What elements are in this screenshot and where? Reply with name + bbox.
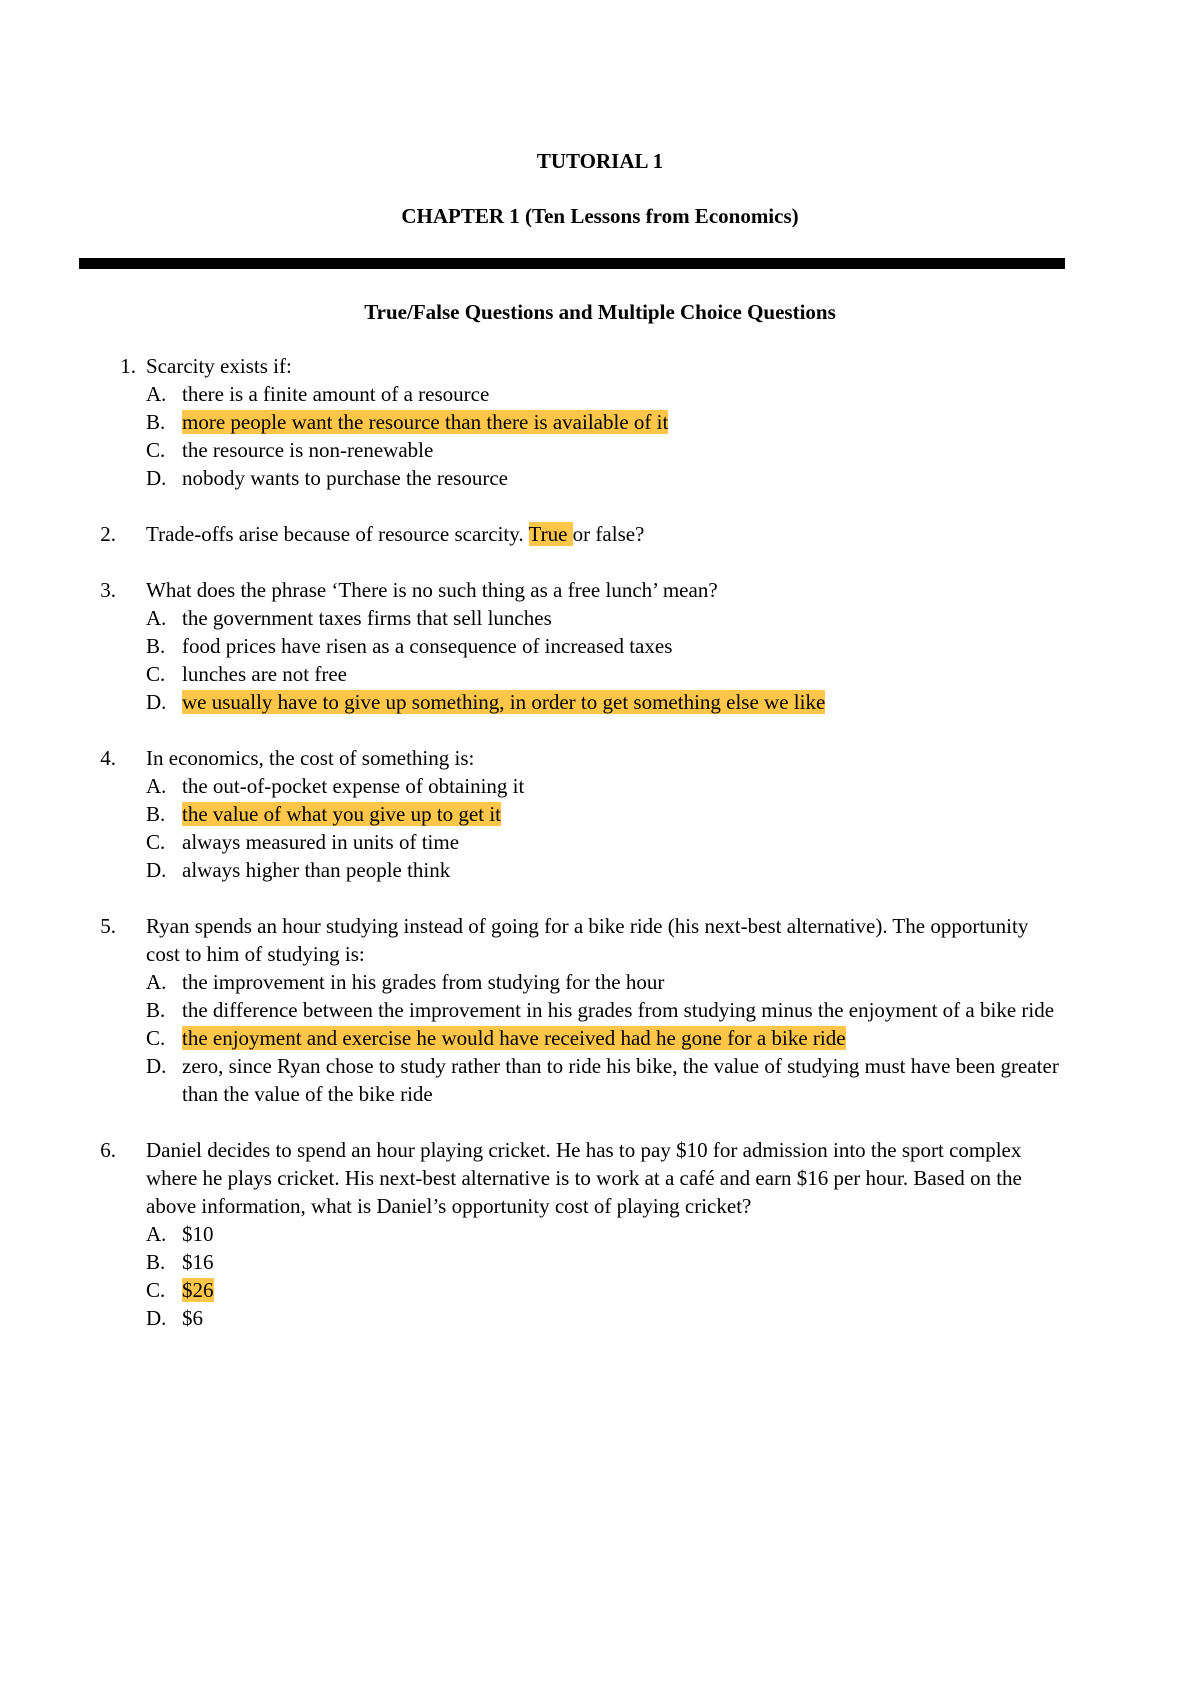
option-text — [182, 408, 1062, 436]
question-text-before: Trade-offs arise because of resource scarcity. — [146, 522, 529, 546]
chapter-title: CHAPTER 1 (Ten Lessons from Economics) — [401, 204, 799, 228]
option-b — [146, 800, 1200, 828]
question-text: In economics, the cost of something is: — [146, 746, 475, 770]
option-d — [146, 1304, 1200, 1332]
document-title: TUTORIAL 1 — [536, 149, 664, 173]
question-4 — [0, 744, 1200, 884]
option-a — [146, 380, 1200, 408]
option-letter: B. — [146, 634, 166, 658]
option-letter: A. — [146, 606, 167, 630]
option-text — [182, 968, 1062, 996]
option-text-content: always measured in units of time — [182, 830, 460, 854]
question-5 — [0, 912, 1200, 1108]
option-text-content: nobody wants to purchase the resource — [182, 466, 508, 490]
option-a — [146, 968, 1200, 996]
question-2 — [0, 520, 1200, 548]
highlighted-answer: we usually have to give up something, in order to get something else we like — [182, 690, 826, 714]
question-number: 4. — [100, 746, 116, 770]
option-text — [182, 1024, 1062, 1052]
question-text: What does the phrase ‘There is no such thing as a free lunch’ mean? — [146, 578, 718, 602]
option-text — [182, 1304, 1062, 1332]
option-text-content: $6 — [182, 1306, 203, 1330]
option-text-content: the government taxes firms that sell lunches — [182, 606, 552, 630]
option-text-content: zero, since Ryan chose to study rather than to ride his bike, the value of studying must have been greater than the value of the bike ride — [182, 1054, 1059, 1106]
option-letter: B. — [146, 1250, 166, 1274]
question-text-after: or false? — [572, 522, 645, 546]
option-letter: A. — [146, 774, 167, 798]
option-text-content: there is a finite amount of a resource — [182, 382, 490, 406]
option-c — [146, 1024, 1200, 1052]
question-text: Ryan spends an hour studying instead of going for a bike ride (his next-best alternative). The opportunity cost to him of studying is: — [146, 914, 1029, 966]
option-text-content: lunches are not free — [182, 662, 347, 686]
option-c — [146, 1276, 1200, 1304]
option-letter: A. — [146, 382, 167, 406]
option-c — [146, 660, 1200, 688]
option-letter: D. — [146, 858, 167, 882]
question-number: 1. — [120, 354, 136, 378]
question-3 — [0, 576, 1200, 716]
option-letter: B. — [146, 410, 166, 434]
option-b — [146, 1248, 1200, 1276]
question-text — [146, 520, 1066, 548]
option-b — [146, 408, 1200, 436]
option-text — [182, 464, 1062, 492]
highlighted-answer: True — [528, 522, 573, 546]
option-text-content: the improvement in his grades from studying for the hour — [182, 970, 665, 994]
highlighted-answer: more people want the resource than there is available of it — [182, 410, 669, 434]
question-number: 3. — [100, 578, 116, 602]
option-text-content: $10 — [182, 1222, 214, 1246]
option-letter: D. — [146, 1054, 167, 1078]
option-b — [146, 632, 1200, 660]
question-1 — [0, 352, 1200, 492]
option-a — [146, 604, 1200, 632]
option-c — [146, 828, 1200, 856]
option-text — [182, 772, 1062, 800]
option-text — [182, 1248, 1062, 1276]
option-letter: A. — [146, 1222, 167, 1246]
option-a — [146, 772, 1200, 800]
option-text — [182, 380, 1062, 408]
option-text-content: the out-of-pocket expense of obtaining it — [182, 774, 525, 798]
option-a — [146, 1220, 1200, 1248]
question-number: 2. — [100, 522, 116, 546]
option-letter: B. — [146, 998, 166, 1022]
highlighted-answer: the enjoyment and exercise he would have received had he gone for a bike ride — [182, 1026, 846, 1050]
question-text: Scarcity exists if: — [146, 354, 292, 378]
highlighted-answer: $26 — [182, 1278, 214, 1302]
option-text — [182, 828, 1062, 856]
option-letter: C. — [146, 1026, 166, 1050]
option-text — [182, 996, 1062, 1024]
question-number: 5. — [100, 914, 116, 938]
question-text: Daniel decides to spend an hour playing cricket. He has to pay $10 for admission into the sport complex where he plays cricket. His next-best alternative is to work at a café and earn $16 per hour. Based on the above information, what is Daniel’s opportunity cost of playing cricket? — [146, 1138, 1022, 1218]
option-text-content: food prices have risen as a consequence of increased taxes — [182, 634, 673, 658]
question-6 — [0, 1136, 1200, 1332]
option-text-content: the resource is non-renewable — [182, 438, 434, 462]
option-c — [146, 436, 1200, 464]
option-text — [182, 1276, 1062, 1304]
option-text — [182, 604, 1062, 632]
option-letter: D. — [146, 1306, 167, 1330]
option-letter: D. — [146, 690, 167, 714]
option-text — [182, 1220, 1062, 1248]
option-d — [146, 1052, 1200, 1108]
option-text-content: always higher than people think — [182, 858, 451, 882]
option-text — [182, 856, 1062, 884]
option-text — [182, 800, 1062, 828]
horizontal-rule — [79, 258, 1065, 269]
option-text — [182, 1052, 1062, 1108]
option-letter: C. — [146, 662, 166, 686]
option-letter: C. — [146, 830, 166, 854]
option-d — [146, 464, 1200, 492]
option-text — [182, 660, 1062, 688]
section-heading: True/False Questions and Multiple Choice Questions — [364, 300, 836, 324]
option-letter: C. — [146, 1278, 166, 1302]
option-letter: D. — [146, 466, 167, 490]
question-number: 6. — [100, 1138, 116, 1162]
option-text — [182, 688, 1062, 716]
option-d — [146, 688, 1200, 716]
option-text — [182, 436, 1062, 464]
option-letter: A. — [146, 970, 167, 994]
question-list — [0, 352, 1200, 1360]
option-letter: C. — [146, 438, 166, 462]
option-b — [146, 996, 1200, 1024]
option-text-content: $16 — [182, 1250, 214, 1274]
option-d — [146, 856, 1200, 884]
option-text — [182, 632, 1062, 660]
option-letter: B. — [146, 802, 166, 826]
highlighted-answer: the value of what you give up to get it — [182, 802, 502, 826]
option-text-content: the difference between the improvement in his grades from studying minus the enjoyment of a bike ride — [182, 998, 1055, 1022]
